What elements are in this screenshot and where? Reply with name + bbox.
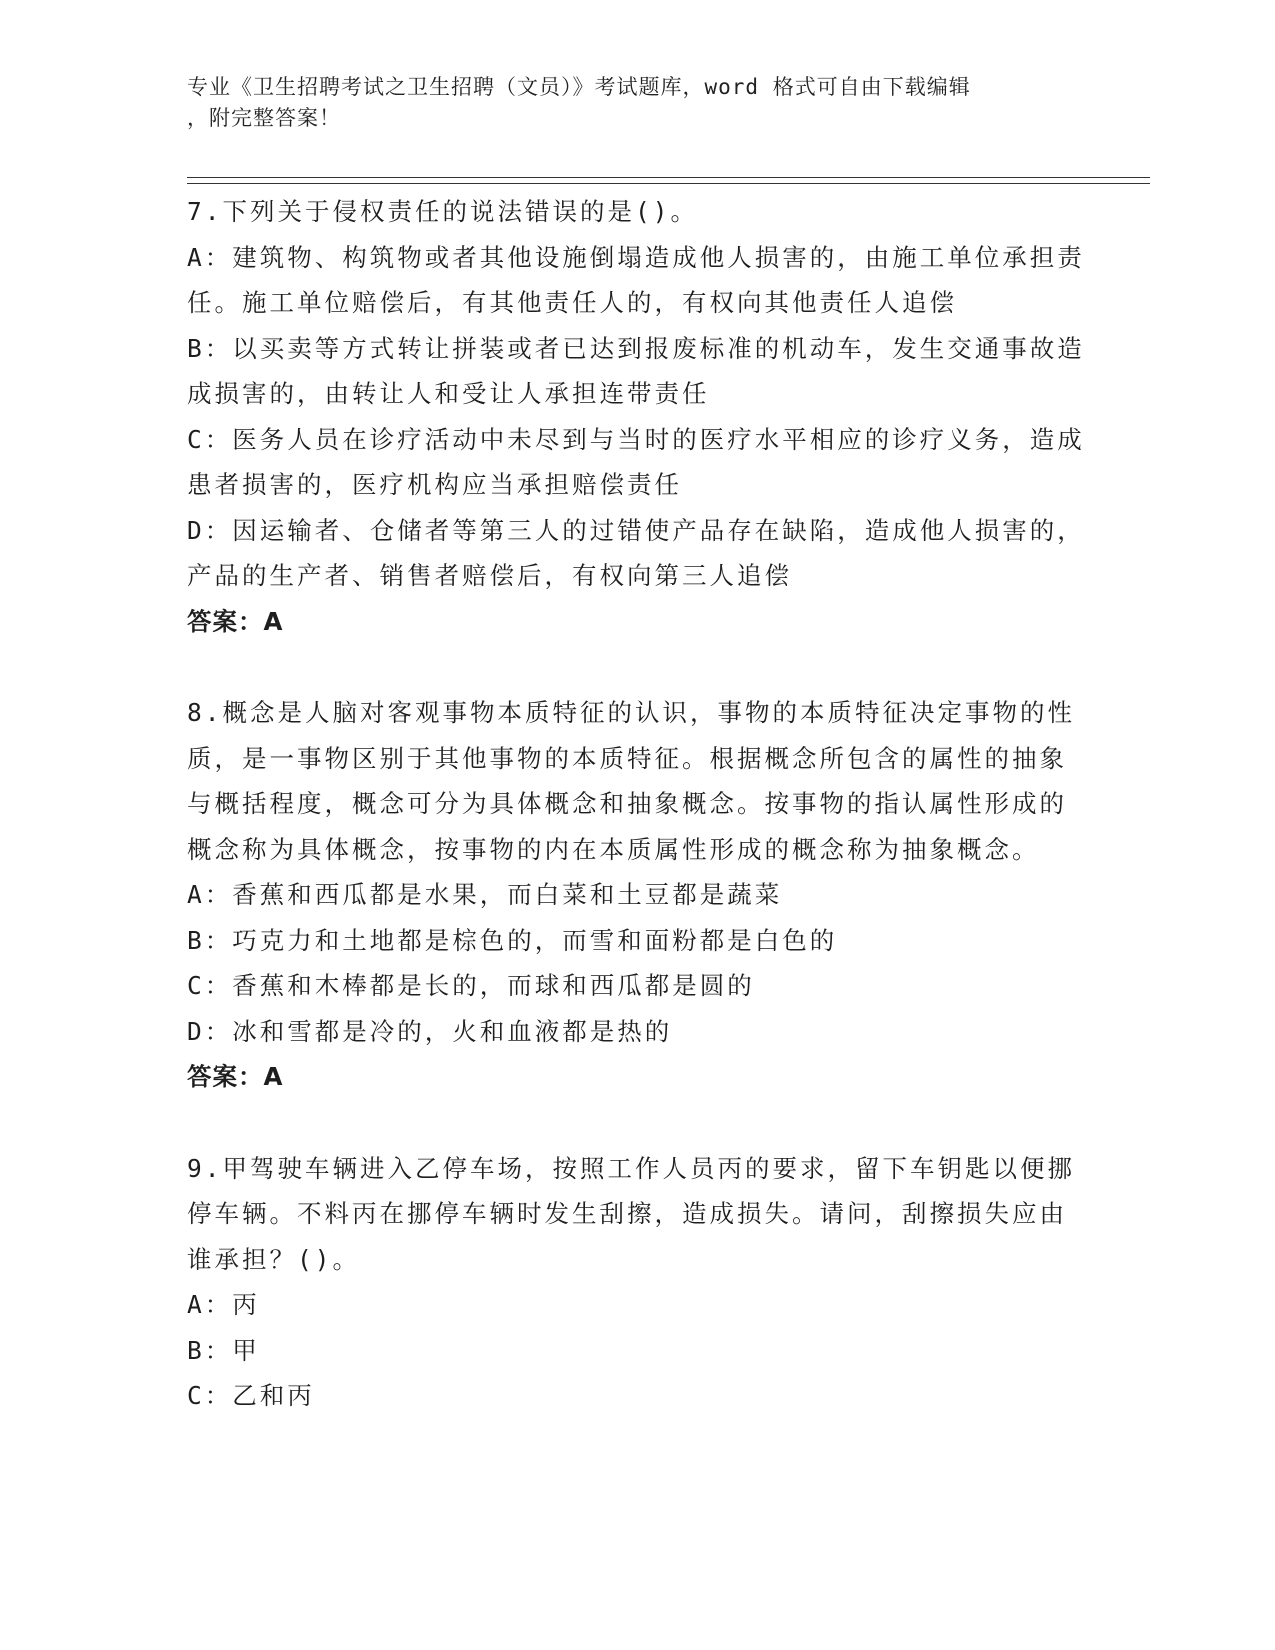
option-a: A：丙 [187,1290,260,1319]
option-b: B：巧克力和土地都是棕色的，而雪和面粉都是白色的 [187,925,838,955]
answer-label: 答案：A [187,606,284,636]
option-d: D：冰和雪都是冷的，火和血液都是热的 [187,1016,673,1046]
question-stem: 7.下列关于侵权责任的说法错误的是()。 [187,197,698,226]
header-rule-top [187,177,1150,178]
question-stem: 8.概念是人脑对客观事物本质特征的认识，事物的本质特征决定事物的性质，是一事物区别于其他事物的本质特征。根据概念所包含的属性的抽象与概括程度，概念可分为具体概念和抽象概念。按事物的指认属性形成的概念称为具体概念，按事物的内在本质属性形成的概念称为抽象概念。 [187,698,1075,864]
header-rule-bottom [187,183,1150,184]
question-list [187,189,1087,1419]
question-stem: 9.甲驾驶车辆进入乙停车场，按照工作人员丙的要求，留下车钥匙以便挪停车辆。不料丙在挪停车辆时发生刮擦，造成损失。请问，刮擦损失应由谁承担？()。 [187,1153,1075,1274]
document-header [187,72,1087,134]
question-8 [187,690,1087,1100]
option-c: C：医务人员在诊疗活动中未尽到与当时的医疗水平相应的诊疗义务，造成患者损害的，医疗机构应当承担赔偿责任 [187,424,1085,499]
header-line-1: 专业《卫生招聘考试之卫生招聘（文员）》考试题库，word 格式可自由下载编辑 [187,75,971,99]
option-a: A：香蕉和西瓜都是水果，而白菜和土豆都是蔬菜 [187,880,783,909]
option-c: C：香蕉和木棒都是长的，而球和西瓜都是圆的 [187,971,755,1000]
option-b: B：甲 [187,1335,260,1365]
option-c: C：乙和丙 [187,1381,315,1410]
question-9 [187,1146,1087,1419]
header-line-2: ，附完整答案！ [187,106,341,130]
option-d: D：因运输者、仓储者等第三人的过错使产品存在缺陷，造成他人损害的，产品的生产者、销售者赔偿后，有权向第三人追偿 [187,515,1085,590]
question-7 [187,189,1087,644]
option-a: A：建筑物、构筑物或者其他设施倒塌造成他人损害的，由施工单位承担责任。施工单位赔偿后，有其他责任人的，有权向其他责任人追偿 [187,242,1085,317]
option-b: B：以买卖等方式转让拼装或者已达到报废标准的机动车，发生交通事故造成损害的，由转让人和受让人承担连带责任 [187,333,1085,408]
answer-label: 答案：A [187,1062,284,1091]
